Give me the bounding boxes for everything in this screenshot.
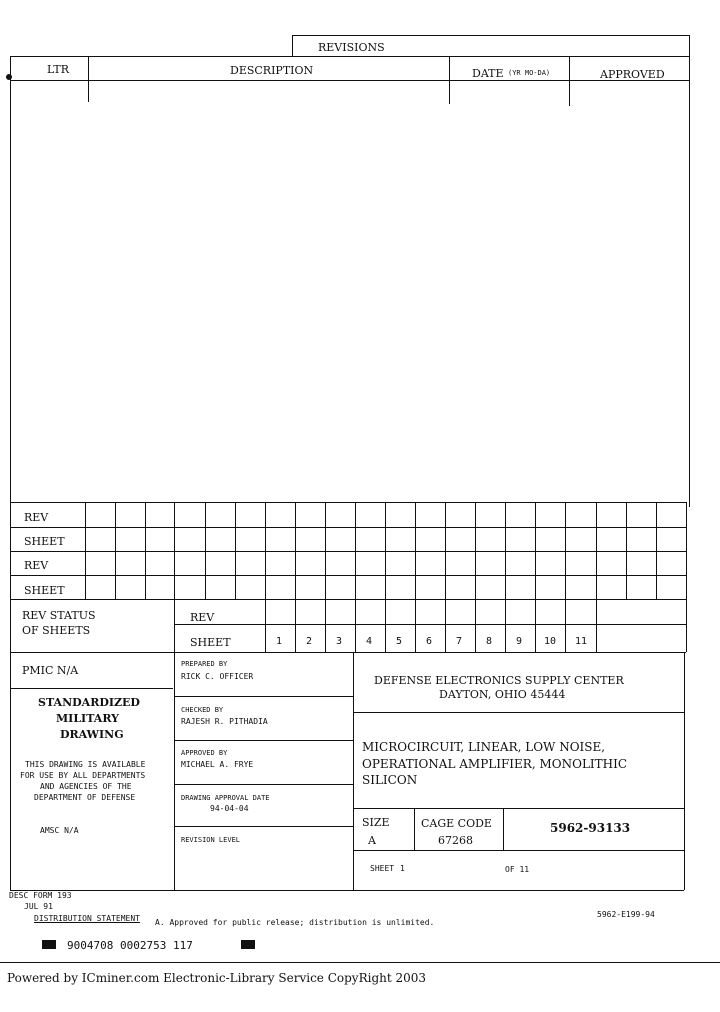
sheet-number-7: 7 <box>456 636 463 647</box>
signature-col-right <box>353 652 354 890</box>
grid-col-s <box>656 502 657 599</box>
grid-col-q <box>596 502 597 652</box>
grid-col-e <box>235 502 236 599</box>
grid-col-n <box>505 502 506 652</box>
of-sheets-total: OF 11 <box>505 865 530 874</box>
sig-rule-2 <box>174 740 353 741</box>
sheet-number-2: 2 <box>306 636 313 647</box>
sig-rule-1 <box>174 696 353 697</box>
sheet-number-9: 9 <box>516 636 523 647</box>
sheet-row-label-1: SHEET <box>24 535 65 548</box>
rev-row-label-2: REV <box>24 559 49 572</box>
availability-line-2: FOR USE BY ALL DEPARTMENTS <box>20 771 146 780</box>
agency-line-1: DEFENSE ELECTRONICS SUPPLY CENTER <box>374 674 624 687</box>
approval-date-label: DRAWING APPROVAL DATE <box>181 794 270 802</box>
frame-right-lower <box>684 652 685 890</box>
grid-col-m <box>475 502 476 652</box>
frame-left <box>10 56 11 890</box>
rev-row-label-3: REV <box>190 611 215 624</box>
sig-rule-4 <box>174 826 353 827</box>
approved-col-divider <box>569 56 570 106</box>
size-value: A <box>368 834 376 847</box>
sheet-number-10: 10 <box>544 636 557 647</box>
grid-rule-1 <box>10 502 686 503</box>
distribution-label: DISTRIBUTION STATEMENT <box>34 914 140 923</box>
barcode-mark-left <box>42 940 56 949</box>
sheet-number-5: 5 <box>396 636 403 647</box>
sheet-number-3: 3 <box>336 636 343 647</box>
approval-date-value: 94-04-04 <box>210 804 249 813</box>
revisions-left-rule <box>292 35 293 56</box>
pmic-rule <box>10 688 173 689</box>
title-rule <box>353 808 684 809</box>
smd-line-2: MILITARY <box>56 712 119 725</box>
checked-by-label: CHECKED BY <box>181 706 224 714</box>
prepared-by-label: PREPARED BY <box>181 660 228 668</box>
date-format-header: (YR MO-DA) <box>508 69 551 77</box>
sheet-label: SHEET <box>370 864 395 873</box>
drawing-number: 5962-93133 <box>550 821 631 835</box>
grid-col-b <box>145 502 146 599</box>
sheet-row-label-3: SHEET <box>190 636 231 649</box>
powered-rule <box>0 962 720 963</box>
grid-col-a <box>115 502 116 599</box>
availability-line-3: AND AGENCIES OF THE <box>40 782 132 791</box>
powered-by-text: Powered by ICminer.com Electronic-Library Service CopyRight 2003 <box>7 971 427 985</box>
agency-rule <box>353 712 684 713</box>
approved-by-name: MICHAEL A. FRYE <box>181 760 254 769</box>
grid-col-p <box>565 502 566 652</box>
revisions-title: REVISIONS <box>318 41 385 54</box>
grid-col-0 <box>85 502 86 599</box>
description-header: DESCRIPTION <box>230 64 314 77</box>
grid-col-j <box>385 502 386 652</box>
amsc-label: AMSC N/A <box>40 826 79 835</box>
rev-status-label: REV STATUS <box>22 609 96 622</box>
sheet-number-6: 6 <box>426 636 433 647</box>
id-rule <box>353 850 684 851</box>
barcode-text: 9004708 0002753 117 <box>67 939 193 952</box>
sheet-row-label-2: SHEET <box>24 584 65 597</box>
document-code: 5962-E199-94 <box>597 910 655 919</box>
checked-by-name: RAJESH R. PITHADIA <box>181 717 268 726</box>
revisions-header-bottom <box>10 80 690 81</box>
grid-col-k <box>415 502 416 652</box>
sheet-value: 1 <box>400 864 405 873</box>
grid-rule-4 <box>10 575 686 576</box>
date-col-divider <box>449 56 450 104</box>
cage-col-divider <box>503 808 504 850</box>
cage-code-label: CAGE CODE <box>421 817 492 830</box>
frame-bottom <box>10 890 684 891</box>
revision-level-label: REVISION LEVEL <box>181 836 241 844</box>
grid-rule-7 <box>10 652 686 653</box>
grid-col-o <box>535 502 536 652</box>
sheet-number-11: 11 <box>575 636 588 647</box>
approved-by-label: APPROVED BY <box>181 749 228 757</box>
cage-code-value: 67268 <box>438 834 473 847</box>
sheet-number-4: 4 <box>366 636 373 647</box>
form-date: JUL 91 <box>24 902 53 911</box>
grid-col-i <box>355 502 356 652</box>
smd-line-1: STANDARDIZED <box>38 696 140 709</box>
grid-col-l <box>445 502 446 652</box>
grid-col-r <box>626 502 627 599</box>
grid-rule-5 <box>10 599 686 600</box>
of-sheets-label: OF SHEETS <box>22 624 91 637</box>
frame-right-upper <box>689 35 690 507</box>
grid-col-g <box>295 502 296 652</box>
availability-line-1: THIS DRAWING IS AVAILABLE <box>25 760 146 769</box>
title-line-1: MICROCIRCUIT, LINEAR, LOW NOISE, <box>362 740 606 754</box>
title-line-3: SILICON <box>362 773 418 787</box>
revisions-top-rule <box>292 35 690 36</box>
pmic-label: PMIC N/A <box>22 664 79 677</box>
ltr-col-divider <box>88 56 89 102</box>
date-header: DATE <box>472 67 504 80</box>
ltr-header: LTR <box>47 63 70 76</box>
registration-dot <box>6 74 12 80</box>
approved-header: APPROVED <box>600 68 665 81</box>
size-col-divider <box>414 808 415 850</box>
revisions-header-top <box>10 56 690 57</box>
sheet-number-8: 8 <box>486 636 493 647</box>
grid-rule-6 <box>174 624 686 625</box>
grid-col-d <box>205 502 206 599</box>
sheet-number-1: 1 <box>276 636 283 647</box>
availability-line-4: DEPARTMENT OF DEFENSE <box>34 793 136 802</box>
rev-row-label-1: REV <box>24 511 49 524</box>
grid-rule-3 <box>10 551 686 552</box>
title-line-2: OPERATIONAL AMPLIFIER, MONOLITHIC <box>362 757 628 771</box>
sig-rule-3 <box>174 784 353 785</box>
agency-line-2: DAYTON, OHIO 45444 <box>439 688 566 701</box>
grid-rule-2 <box>10 527 686 528</box>
prepared-by-name: RICK C. OFFICER <box>181 672 254 681</box>
size-label: SIZE <box>362 816 390 829</box>
grid-col-h <box>325 502 326 652</box>
grid-col-f <box>265 502 266 652</box>
barcode-mark-right <box>241 940 255 949</box>
smd-line-3: DRAWING <box>60 728 124 741</box>
grid-col-end <box>686 502 687 652</box>
distribution-text: A. Approved for public release; distribution is unlimited. <box>155 918 435 927</box>
form-number: DESC FORM 193 <box>9 891 72 900</box>
